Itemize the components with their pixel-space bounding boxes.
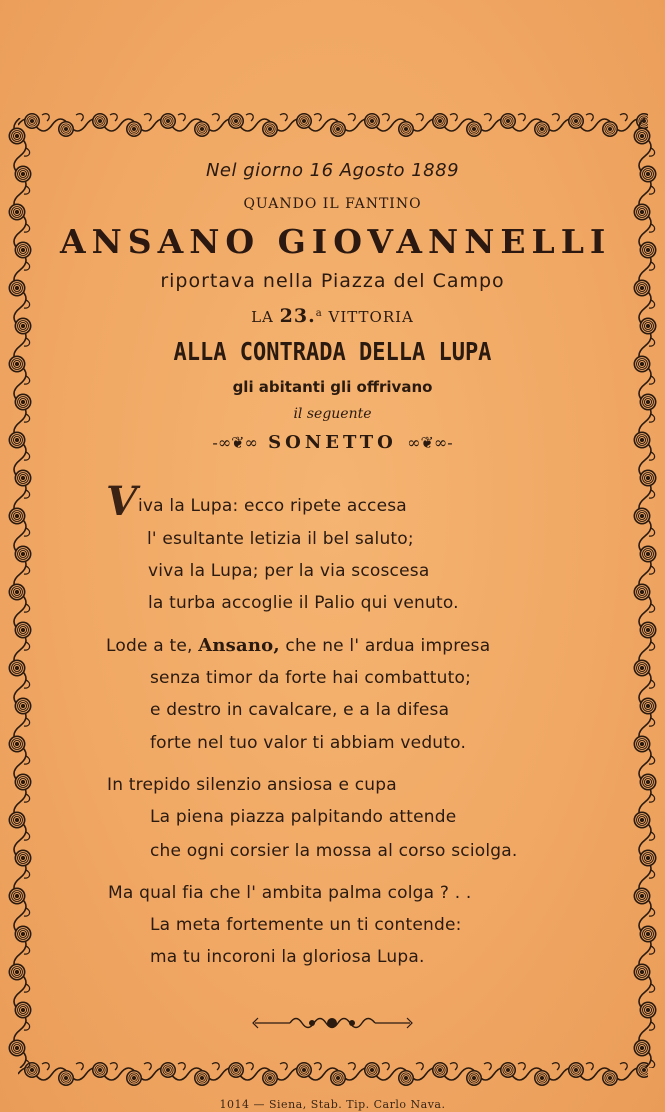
- verse-line: senza timor da forte hai combattuto;: [150, 668, 472, 688]
- verse-line: Ma qual fia che l' ambita palma colga ? . .: [108, 883, 472, 903]
- printer-imprint: 1014 — Siena, Stab. Tip. Carlo Nava.: [219, 1098, 446, 1111]
- quando-line: QUANDO IL FANTINO: [243, 196, 422, 212]
- verse-line: che ogni corsier la mossa al corso sciolga.: [150, 841, 518, 861]
- right-flourish-icon: ∞❦∞-: [407, 433, 453, 452]
- victory-number: 23.: [279, 305, 316, 327]
- verse-line: la turba accoglie il Palio qui venuto.: [148, 593, 459, 613]
- riportava-line: riportava nella Piazza del Campo: [160, 270, 505, 292]
- victory-ordinal: a: [315, 308, 323, 319]
- jockey-name: ANSANO GIOVANNELLI: [60, 222, 612, 261]
- date-line: Nel giorno 16 Agosto 1889: [205, 160, 460, 181]
- verse-line: In trepido silenzio ansiosa e cupa: [107, 775, 397, 795]
- verse-line: ma tu incoroni la gloriosa Lupa.: [150, 947, 425, 967]
- sonetto-title: SONETTO: [268, 432, 397, 453]
- verse-line: forte nel tuo valor ti abbiam veduto.: [150, 733, 467, 753]
- contrada-line: ALLA CONTRADA DELLA LUPA: [173, 338, 492, 367]
- verse-segment: Lode a te,: [106, 636, 193, 656]
- abitanti-line: gli abitanti gli offrivano: [232, 378, 433, 396]
- verse-line: La piena piazza palpitando attende: [150, 807, 457, 827]
- left-flourish-icon: -∞❦∞: [212, 433, 258, 452]
- ansano-bold: Ansano,: [198, 635, 280, 656]
- verse-segment: che ne l' ardua impresa: [285, 636, 491, 656]
- vittoria-word: VITTORIA: [328, 308, 414, 326]
- verse-line: La meta fortemente un ti contende:: [150, 915, 462, 935]
- verse-line: [106, 635, 490, 656]
- sonetto-heading: [60, 432, 605, 453]
- la-word: LA: [251, 308, 274, 326]
- drop-cap: V: [106, 478, 138, 525]
- verse-line: e destro in cavalcare, e a la difesa: [150, 700, 450, 720]
- vittoria-line: [60, 305, 605, 327]
- verse-line: viva la Lupa; per la via scoscesa: [148, 561, 430, 581]
- verse-line: l' esultante letizia il bel saluto;: [147, 529, 414, 549]
- verse-line: iva la Lupa: ecco ripete accesa: [138, 496, 407, 516]
- seguente-line: il seguente: [293, 406, 372, 422]
- closing-flourish-icon: [250, 1012, 415, 1034]
